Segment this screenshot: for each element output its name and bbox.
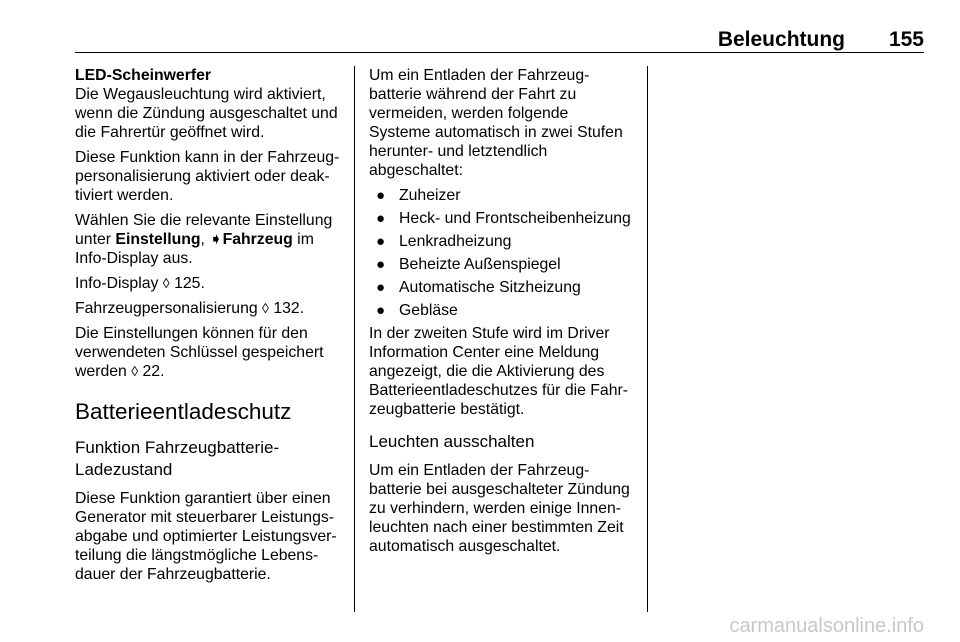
left-column [75,66,343,590]
list-item [369,278,633,297]
key-settings-paragraph [75,324,343,381]
vehicle-menu-label: Fahrzeug [222,231,293,248]
list-item [369,209,633,228]
list-item-text: Heck- und Frontscheibenheizung [399,210,631,227]
list-item [369,186,633,205]
page-header [75,28,924,53]
vehicle-arrow-icon: ➧ [209,231,223,248]
bullet-icon: ● [376,279,386,296]
settings-text-post: im Info-Display aus. [75,231,314,267]
settings-paragraph [75,211,343,268]
bullet-icon: ● [376,187,386,204]
personalisation-paragraph: Diese Funktion kann in der Fahrzeugpersonalisierung aktiviert oder deaktiviert werden. [75,149,340,204]
personalisation-reference [75,299,343,318]
lights-off-paragraph: Um ein Entladen der Fahrzeugbatterie bei ausgeschalteter Zündung zu verhindern, werden einige Innenleuchten nach einer bestimmten Zeit automatisch ausgeschaltet. [369,462,630,555]
list-item-text: Automatische Sitzheizung [399,279,581,296]
list-item-text: Lenkradheizung [399,233,512,250]
page-reference-icon: ◊ [162,275,170,291]
personalisation-page: 132. [273,300,305,317]
chapter-title: Beleuchtung [717,28,845,51]
list-item-text: Zuheizer [399,187,461,204]
page-number: 155 [888,28,924,51]
list-item-text: Beheizte Außenspiegel [399,256,561,273]
settings-separator: , [200,231,210,248]
subsection-heading-lights: Leuchten ausschalten [369,432,535,451]
list-item-text: Gebläse [399,302,458,319]
settings-text-pre: Wählen Sie die relevante Einstellung unter [75,212,333,248]
info-display-page: 125. [174,275,205,292]
section-heading: Batterieentladeschutz [75,399,292,424]
settings-menu-label: Einstellung [115,231,201,248]
key-settings-page: 22. [142,363,165,380]
key-settings-text: Die Einstellungen können für den verwendeten Schlüssel gespeichert werden [75,325,324,380]
battery-function-paragraph: Diese Funktion garantiert über einen Generator mit steuerbarer Leistungsabgabe und optimierter Leistungsverteilung die längstmögliche Lebensdauer der Fahrzeugbatterie. [75,490,337,583]
list-item [369,301,633,320]
bullet-icon: ● [376,233,386,250]
bullet-icon: ● [376,302,386,319]
right-column [369,66,633,562]
led-paragraph: Die Wegausleuchtung wird aktiviert, wenn die Zündung ausgeschaltet und die Fahrertür geöffnet wird. [75,86,338,141]
bullet-icon: ● [376,256,386,273]
bullet-icon: ● [376,210,386,227]
second-stage-paragraph: In der zweiten Stufe wird im Driver Information Center eine Meldung angezeigt, die die Aktivierung des Batterieentladeschutzes für die Fahrzeugbatterie bestätigt. [369,325,629,418]
led-heading: LED-Scheinwerfer [75,67,212,84]
column-divider-left [354,66,355,612]
subsection-heading-battery: Funktion FahrzeugbatterieLadezustand [75,438,280,479]
list-item [369,255,633,274]
column-divider-right [647,66,648,612]
intro-paragraph: Um ein Entladen der Fahrzeugbatterie während der Fahrt zu vermeiden, werden folgende Systeme automatisch in zwei Stufen herunter- und letztendlich abgeschaltet: [369,67,623,179]
info-display-text: Info-Display [75,275,159,292]
page-reference-icon: ◊ [262,300,269,316]
list-item [369,232,633,251]
watermark-text: carmanualsonline.info [729,615,924,637]
page-reference-icon: ◊ [131,363,139,379]
info-display-reference [75,274,343,293]
personalisation-text: Fahrzeugpersonalisierung [75,300,258,317]
systems-list [369,186,633,320]
